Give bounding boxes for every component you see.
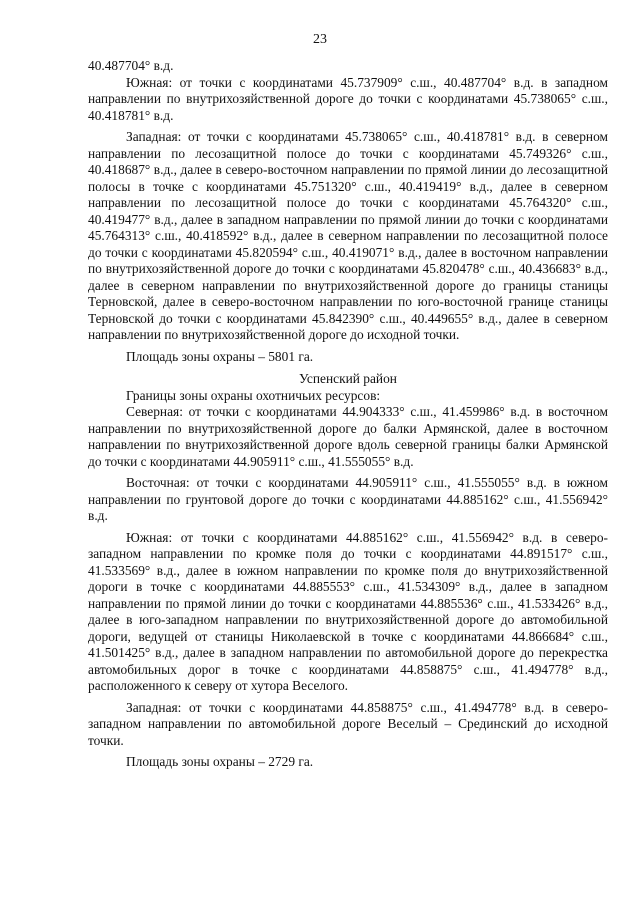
page-number: 23 (313, 32, 327, 47)
boundary-continuation: 40.487704° в.д. (88, 58, 174, 73)
zone-boundaries-intro: Границы зоны охраны охотничьих ресурсов: (126, 387, 381, 403)
south-boundary-paragraph: Южная: от точки с координатами 45.737909° с.ш., 40.487704° в.д. в западном направлении по внутрихозяйственной дороге до точки с координатами 45.738065° с.ш., 40.418781° в.д. (88, 74, 608, 123)
north-boundary-paragraph: Северная: от точки с координатами 44.904333° с.ш., 41.459986° в.д. в восточном направлении по внутрихозяйственной дороге до балки Армянской, далее в восточном направлении по внутрихозяйственной дороге вдоль северной границы балки Армянской до точки с координатами 44.905911° с.ш., 41.555055° в.д. (88, 404, 608, 469)
west-boundary-paragraph: Западная: от точки с координатами 45.738065° с.ш., 40.418781° в.д. в северном направлении по лесозащитной полосе до точки с координатами 45.749326° с.ш., 40.418687° в.д., далее в северо-восточном направлении по прямой линии до лесозащитной полосы в точке с координатами 45.751320° с.ш., 40.419419° в.д., далее в северном направлении по лесозащитной полосе до точки с координатами 45.764320° с.ш., 40.419477° в.д., далее в западном направлении по прямой линии до точки с координатами 45.764313° с.ш., 40.418592° в.д., далее в северном направлении по лесозащитной полосе до точки с координатами 45.820594° с.ш., 40.419071° в.д., далее в восточном направлении по внутрихозяйственной дороге до точки с координатами 45.820478° с.ш., 40.436683° в.д., далее в северном направлении по внутрихозяйственной дороге до границы станицы Терновской, далее в северо-восточном направлении по юго-восточной границе станицы Терновской до точки с координатами 45.842390° с.ш., 40.449655° в.д., далее в северном направлении по внутрихозяйственной дороге до исходной точки. (88, 129, 608, 342)
east-boundary-paragraph: Восточная: от точки с координатами 44.905911° с.ш., 41.555055° в.д. в южном направлении по грунтовой дороге до точки с координатами 44.885162° с.ш., 41.556942° в.д. (88, 475, 608, 523)
south-boundary-paragraph-2: Южная: от точки с координатами 44.885162° с.ш., 41.556942° в.д. в северо-западном направлении по кромке поля до точки с координатами 44.891517° с.ш., 41.533569° в.д., далее в южном направлении по кромке поля до внутрихозяйственной дороги в точке с координатами 44.885553° с.ш., 41.534309° в.д., далее в западном направлении по прямой линии до точки с координатами 44.885536° с.ш., 41.533426° в.д., далее в юго-западном направлении по внутрихозяйственной дороге до автомобильной дороги, ведущей от станицы Николаевской в точке с координатами 44.866684° с.ш., 41.501425° в.д., далее в западном направлении по автомобильной дороге до перекрестка автомобильных дорог в точке с координатами 44.858875° с.ш., 41.494778° в.д., расположенного к северу от хутора Веселого. (88, 529, 608, 693)
document-body (88, 58, 608, 771)
district-heading: Успенский район (299, 371, 397, 386)
protection-zone-area: Площадь зоны охраны – 5801 га. (126, 348, 314, 364)
west-boundary-paragraph-2: Западная: от точки с координатами 44.858875° с.ш., 41.494778° в.д. в северо-западном направлении по автомобильной дороге Веселый – Срединский до исходной точки. (88, 699, 608, 748)
protection-zone-area-2: Площадь зоны охраны – 2729 га. (126, 754, 314, 769)
